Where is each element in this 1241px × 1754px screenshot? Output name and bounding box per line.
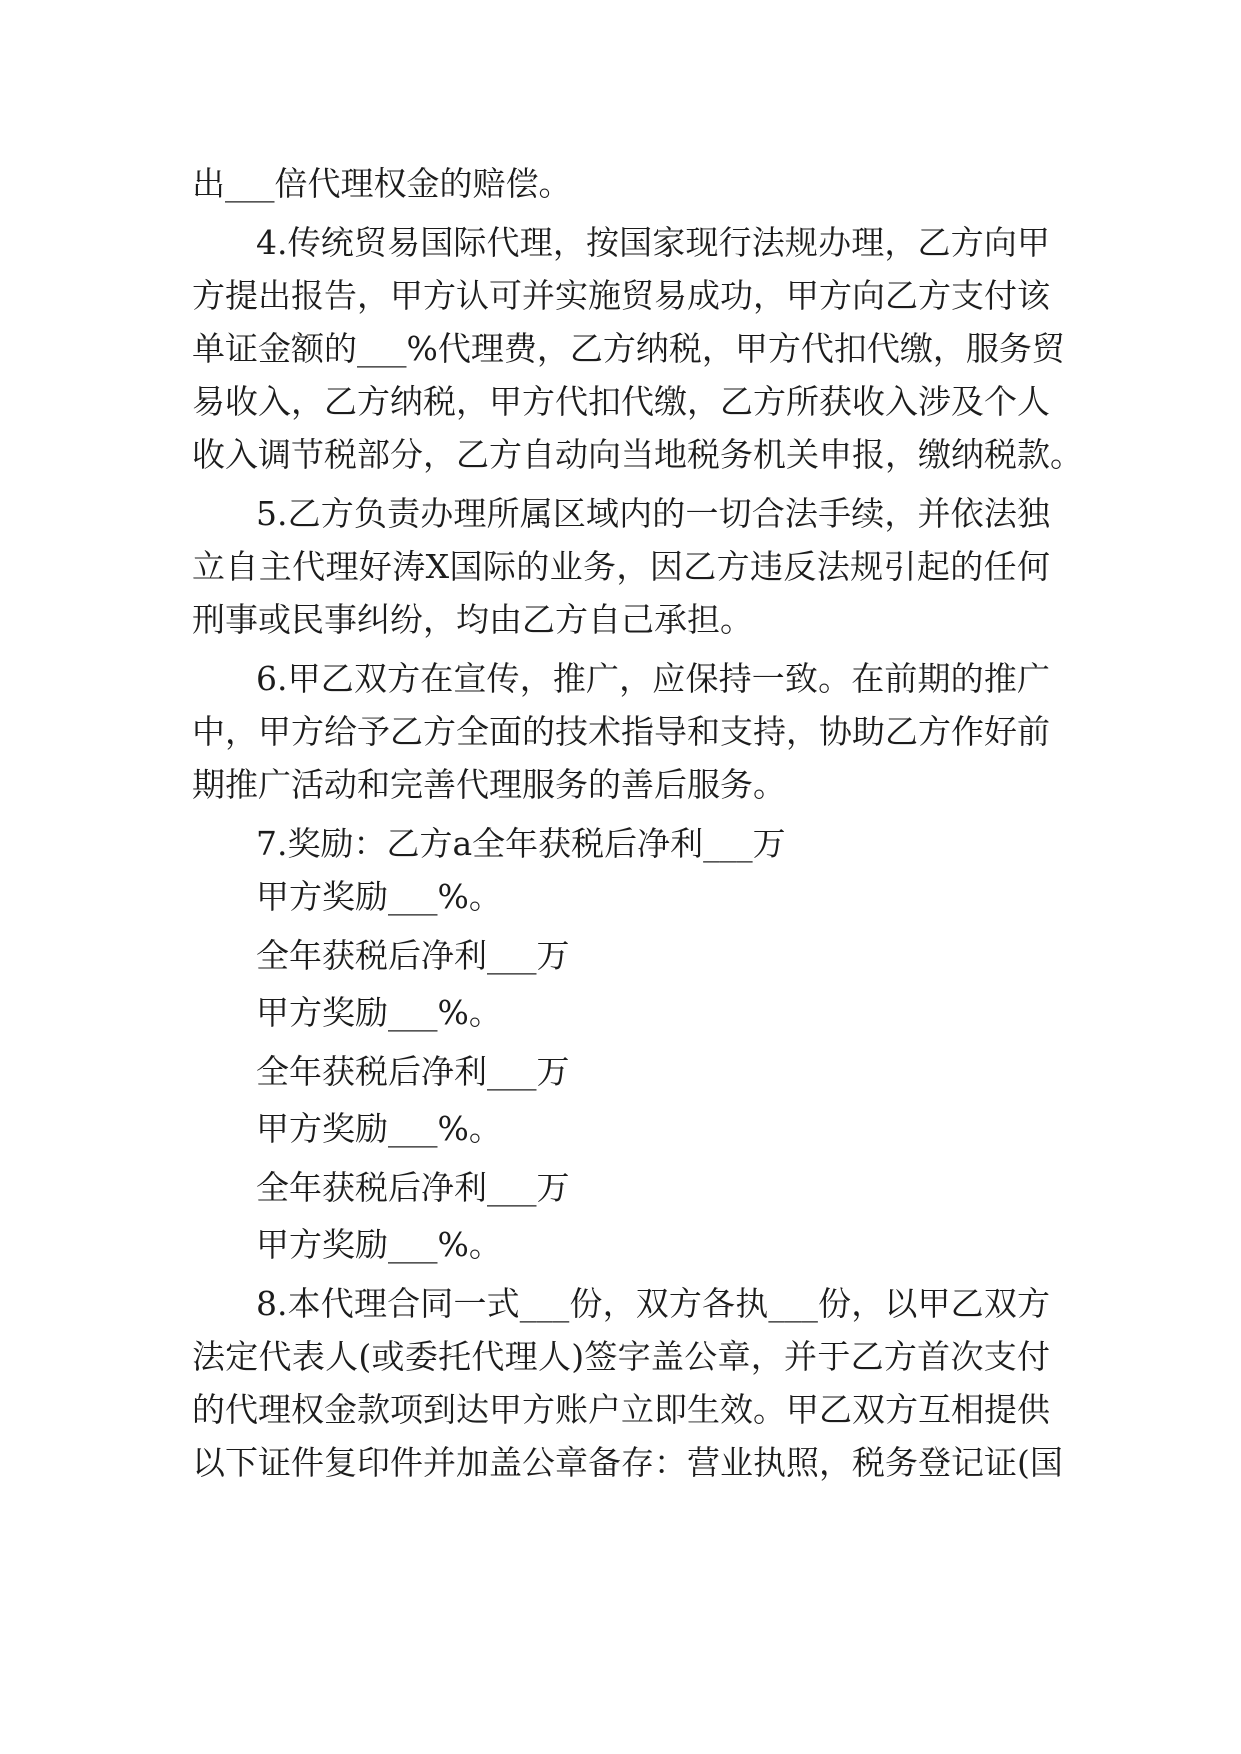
reward-line: 全年获税后净利___万 <box>256 1168 570 1207</box>
text-line: 的代理权金款项到达甲方账户立即生效。甲乙双方互相提供 <box>192 1390 1050 1429</box>
text-line: 出___倍代理权金的赔偿。 <box>192 164 572 203</box>
text-line: 易收入，乙方纳税，甲方代扣代缴，乙方所获收入涉及个人 <box>192 382 1050 421</box>
paragraph-6-start: 6.甲乙双方在宣传，推广，应保持一致。在前期的推广 <box>256 659 1050 698</box>
text-line: 立自主代理好涛X国际的业务，因乙方违反法规引起的任何 <box>192 547 1050 586</box>
paragraph-7-start: 7.奖励：乙方a全年获税后净利___万 <box>256 824 786 863</box>
paragraph-8-start: 8.本代理合同一式___份，双方各执___份，以甲乙双方 <box>256 1284 1050 1323</box>
reward-line: 甲方奖励___%。 <box>256 1109 502 1148</box>
paragraph-4-start: 4.传统贸易国际代理，按国家现行法规办理，乙方向甲 <box>256 223 1050 262</box>
text-line: 中，甲方给予乙方全面的技术指导和支持，协助乙方作好前 <box>192 712 1050 751</box>
reward-line: 全年获税后净利___万 <box>256 1052 570 1091</box>
text-line: 法定代表人(或委托代理人)签字盖公章，并于乙方首次支付 <box>192 1337 1050 1376</box>
text-line: 刑事或民事纠纷，均由乙方自己承担。 <box>192 600 753 639</box>
text-line: 期推广活动和完善代理服务的善后服务。 <box>192 765 786 804</box>
text-line: 方提出报告，甲方认可并实施贸易成功，甲方向乙方支付该 <box>192 276 1050 315</box>
text-line: 以下证件复印件并加盖公章备存：营业执照，税务登记证(国 <box>192 1443 1063 1482</box>
reward-line: 甲方奖励___%。 <box>256 1225 502 1264</box>
reward-line: 全年获税后净利___万 <box>256 936 570 975</box>
text-line: 单证金额的___%代理费，乙方纳税，甲方代扣代缴，服务贸 <box>192 329 1065 368</box>
text-line: 收入调节税部分，乙方自动向当地税务机关申报，缴纳税款。 <box>192 435 1083 474</box>
reward-line: 甲方奖励___%。 <box>256 993 502 1032</box>
reward-line: 甲方奖励___%。 <box>256 877 502 916</box>
paragraph-5-start: 5.乙方负责办理所属区域内的一切合法手续，并依法独 <box>256 494 1050 533</box>
